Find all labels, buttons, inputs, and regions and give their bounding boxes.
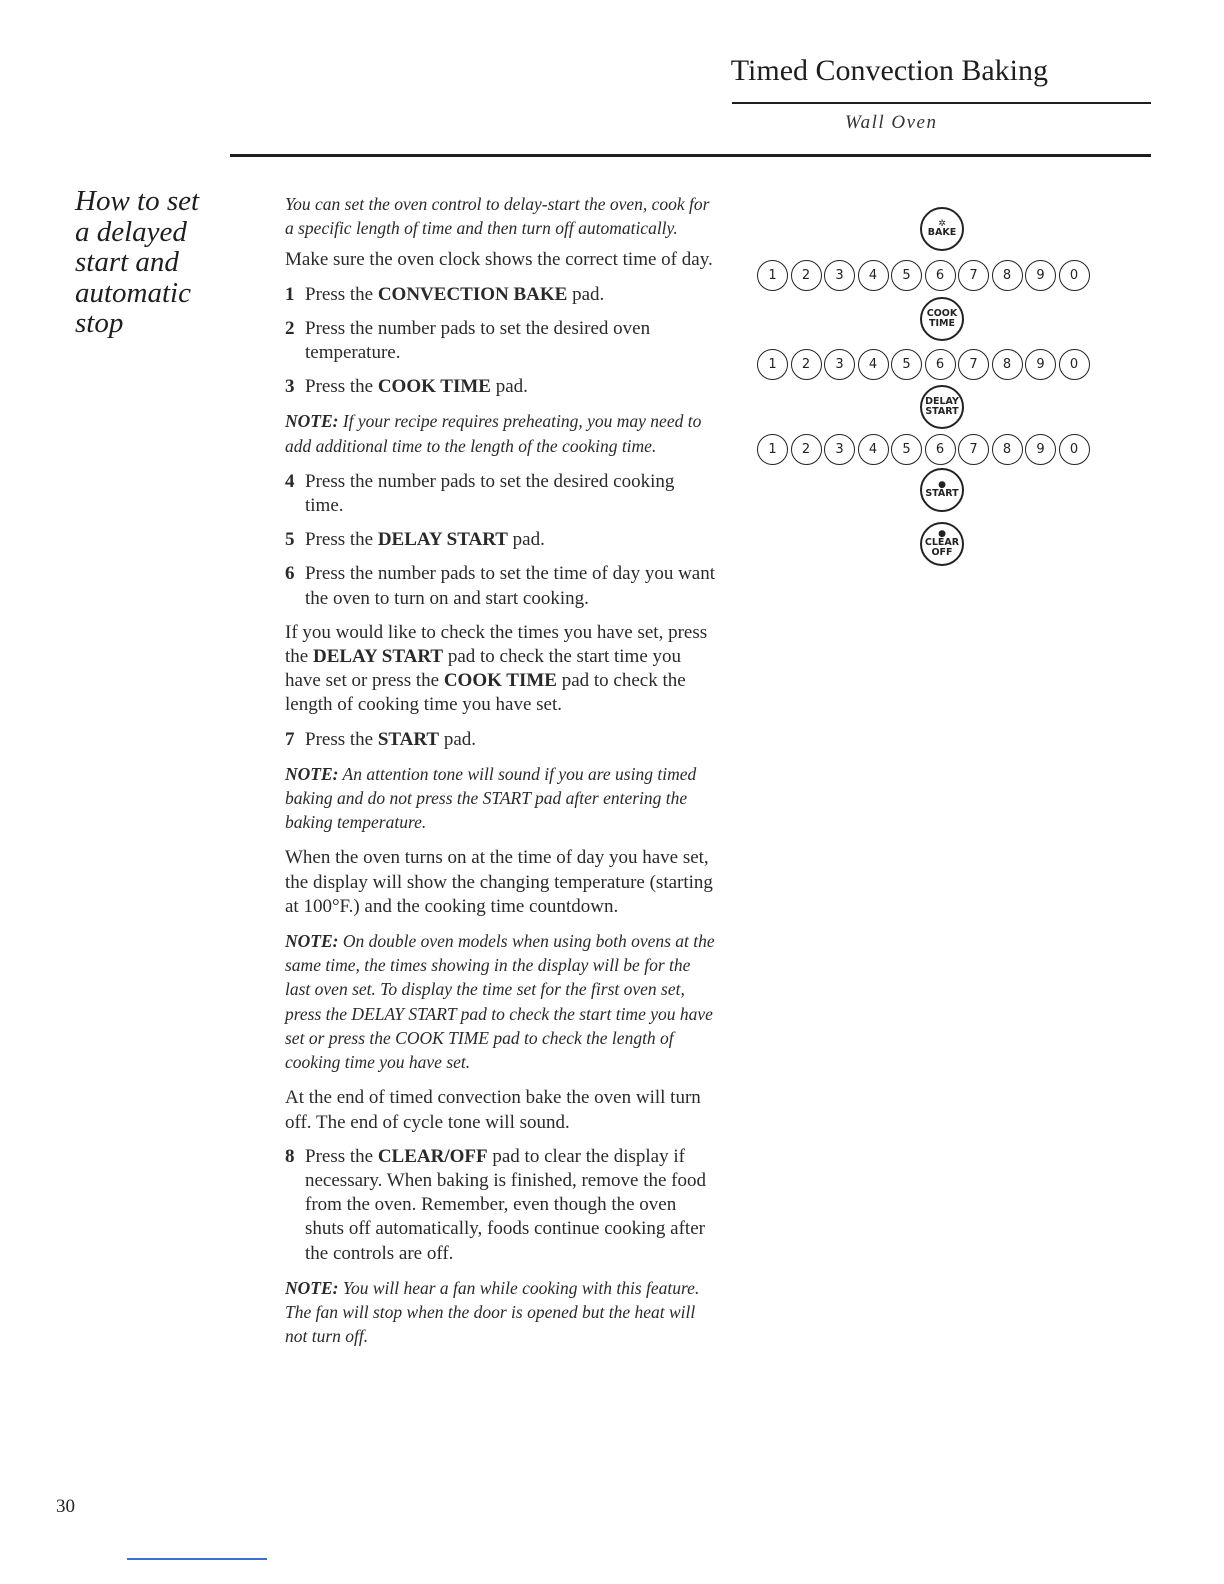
note-text: You will hear a fan while cooking with this feature. The fan will stop when the door is opened but the heat will not turn off.: [285, 1277, 700, 1347]
clear-off-pad-label: OFF: [931, 547, 953, 558]
sun-icon: ✲: [938, 219, 946, 229]
section-heading: [75, 186, 225, 339]
note-label: NOTE:: [285, 1277, 339, 1298]
note-double-oven: [285, 929, 715, 1074]
digit-pad: 6: [925, 434, 956, 465]
step-key-name: CONVECTION BAKE: [377, 283, 568, 305]
paragraph-text: If you would like to check the times you have set, press the: [285, 621, 708, 668]
step-key-name: CLEAR/OFF: [377, 1145, 488, 1167]
check-times-paragraph: [285, 621, 715, 718]
note-preheating: [285, 409, 715, 457]
step-text: pad.: [439, 728, 477, 750]
digit-pad: 6: [925, 349, 956, 380]
step-text: Press the number pads to set the desired cooking time.: [305, 470, 675, 517]
digit-pad: 3: [824, 434, 855, 465]
start-pad: [920, 468, 964, 512]
step-text: pad to clear the display if necessary. When baking is finished, remove the food from the oven. Remember, even though the oven shuts off automatically, foods continue cooking after the controls are off.: [305, 1145, 706, 1264]
step-number: 2: [285, 317, 295, 339]
bake-pad: [920, 207, 964, 251]
digit-pad: 2: [791, 349, 822, 380]
paragraph-text: pad to check the start time you have set or press the: [285, 646, 682, 692]
dot-icon: ●: [938, 480, 946, 490]
digit-pad: 4: [858, 434, 889, 465]
step-text: Press the: [305, 1145, 378, 1167]
section-heading-line: start and: [75, 246, 179, 278]
step-number: 3: [285, 376, 295, 398]
step-key-name: COOK TIME: [377, 376, 491, 398]
step-number: 1: [285, 283, 295, 305]
digit-pad: 4: [858, 349, 889, 380]
digit-pad: 9: [1025, 260, 1056, 291]
delay-start-pad-label: START: [925, 406, 959, 417]
digit-pad: 8: [992, 260, 1023, 291]
section-heading-line: stop: [75, 307, 124, 339]
note-text: An attention tone will sound if you are using timed baking and do not press the START pad after entering the baking temperature.: [285, 763, 697, 833]
note-text: If your recipe requires preheating, you may need to add additional time to the length of the cooking time.: [285, 411, 702, 456]
intro-text: You can set the oven control to delay-start the oven, cook for a specific length of time and then turn off automatically.: [285, 194, 710, 239]
cook-time-pad: [920, 297, 964, 341]
number-pad-row: [757, 260, 1090, 291]
start-pad-label: START: [925, 488, 959, 499]
instructions-body: [285, 192, 715, 1360]
digit-pad: 7: [958, 349, 989, 380]
clear-off-pad: [920, 522, 964, 566]
digit-pad: 7: [958, 260, 989, 291]
step-key-name: DELAY START: [377, 529, 508, 551]
digit-pad: 5: [891, 260, 922, 291]
step-text: pad.: [507, 529, 545, 551]
step-text: Press the: [305, 728, 378, 750]
page-number: 30: [56, 1496, 75, 1517]
section-heading-line: automatic: [75, 276, 191, 309]
step-number: 5: [285, 529, 295, 551]
step-text: Press the: [305, 283, 378, 305]
note-label: NOTE:: [285, 411, 339, 432]
step-4: [285, 470, 715, 518]
clear-off-pad-label: CLEAR: [924, 537, 960, 548]
step-number: 6: [285, 563, 295, 585]
oven-on-paragraph: When the oven turns on at the time of day you have set, the display will show the changing temperature (starting at 100°F.) and the cooking time countdown.: [285, 847, 713, 917]
step-text: Press the: [305, 529, 378, 551]
cook-time-pad-label: TIME: [929, 318, 955, 329]
step-3: [285, 375, 715, 399]
digit-pad: 7: [958, 434, 989, 465]
key-name: DELAY START: [312, 646, 444, 668]
note-text: On double oven models when using both ovens at the same time, the times showing in the display will be for the last oven set. To display the time set for the first oven set, press the DELAY START pad to check the start time you have set or press the COOK TIME pad to check the length of cooking time you have set.: [285, 931, 715, 1073]
section-rule: [230, 154, 1151, 157]
digit-pad: 6: [925, 260, 956, 291]
note-label: NOTE:: [285, 931, 339, 952]
dot-icon: ●: [938, 529, 946, 539]
digit-pad: 8: [992, 349, 1023, 380]
delay-start-pad-label: DELAY: [925, 396, 959, 407]
digit-pad: 1: [757, 434, 788, 465]
number-pad-row: [757, 349, 1090, 380]
footer-link-line: [127, 1558, 267, 1560]
step-7: [285, 728, 715, 752]
digit-pad: 0: [1059, 260, 1090, 291]
note-label: NOTE:: [285, 763, 339, 784]
key-name: COOK TIME: [443, 670, 557, 692]
digit-pad: 1: [757, 260, 788, 291]
digit-pad: 9: [1025, 349, 1056, 380]
digit-pad: 1: [757, 349, 788, 380]
note-attention-tone: [285, 762, 715, 835]
step-6: [285, 562, 715, 610]
step-number: 7: [285, 728, 295, 750]
step-text: Press the number pads to set the time of day you want the oven to turn on and start cooking.: [305, 563, 716, 609]
step-text: pad.: [490, 376, 528, 398]
digit-pad: 4: [858, 260, 889, 291]
section-heading-line: How to set: [75, 185, 200, 217]
step-key-name: START: [377, 728, 440, 750]
step-number: 8: [285, 1145, 295, 1167]
header-rule: [732, 102, 1151, 104]
step-1: [285, 283, 715, 307]
end-cycle-paragraph: At the end of timed convection bake the oven will turn off. The end of cycle tone will sound.: [285, 1087, 701, 1133]
digit-pad: 3: [824, 260, 855, 291]
step-5: [285, 528, 715, 552]
bake-pad-label: BAKE: [927, 227, 957, 238]
clock-instruction: Make sure the oven clock shows the correct time of day.: [285, 249, 713, 271]
section-heading-line: a delayed: [75, 215, 187, 248]
digit-pad: 8: [992, 434, 1023, 465]
paragraph-text: pad to check the length of cooking time you have set.: [285, 670, 686, 716]
number-pad-row: [757, 434, 1090, 465]
step-2: [285, 317, 715, 365]
digit-pad: 9: [1025, 434, 1056, 465]
digit-pad: 3: [824, 349, 855, 380]
step-8: [285, 1145, 715, 1266]
delay-start-pad: [920, 385, 964, 429]
digit-pad: 2: [791, 434, 822, 465]
digit-pad: 0: [1059, 349, 1090, 380]
step-text: pad.: [567, 283, 605, 305]
page-title: Timed Convection Baking: [730, 54, 1048, 87]
note-fan: [285, 1276, 715, 1349]
page-subtitle: Wall Oven: [845, 112, 938, 133]
step-text: Press the number pads to set the desired oven temperature.: [305, 317, 651, 364]
digit-pad: 0: [1059, 434, 1090, 465]
step-number: 4: [285, 470, 295, 492]
step-text: Press the: [305, 376, 378, 398]
cook-time-pad-label: COOK: [926, 308, 958, 319]
digit-pad: 5: [891, 349, 922, 380]
digit-pad: 2: [791, 260, 822, 291]
digit-pad: 5: [891, 434, 922, 465]
